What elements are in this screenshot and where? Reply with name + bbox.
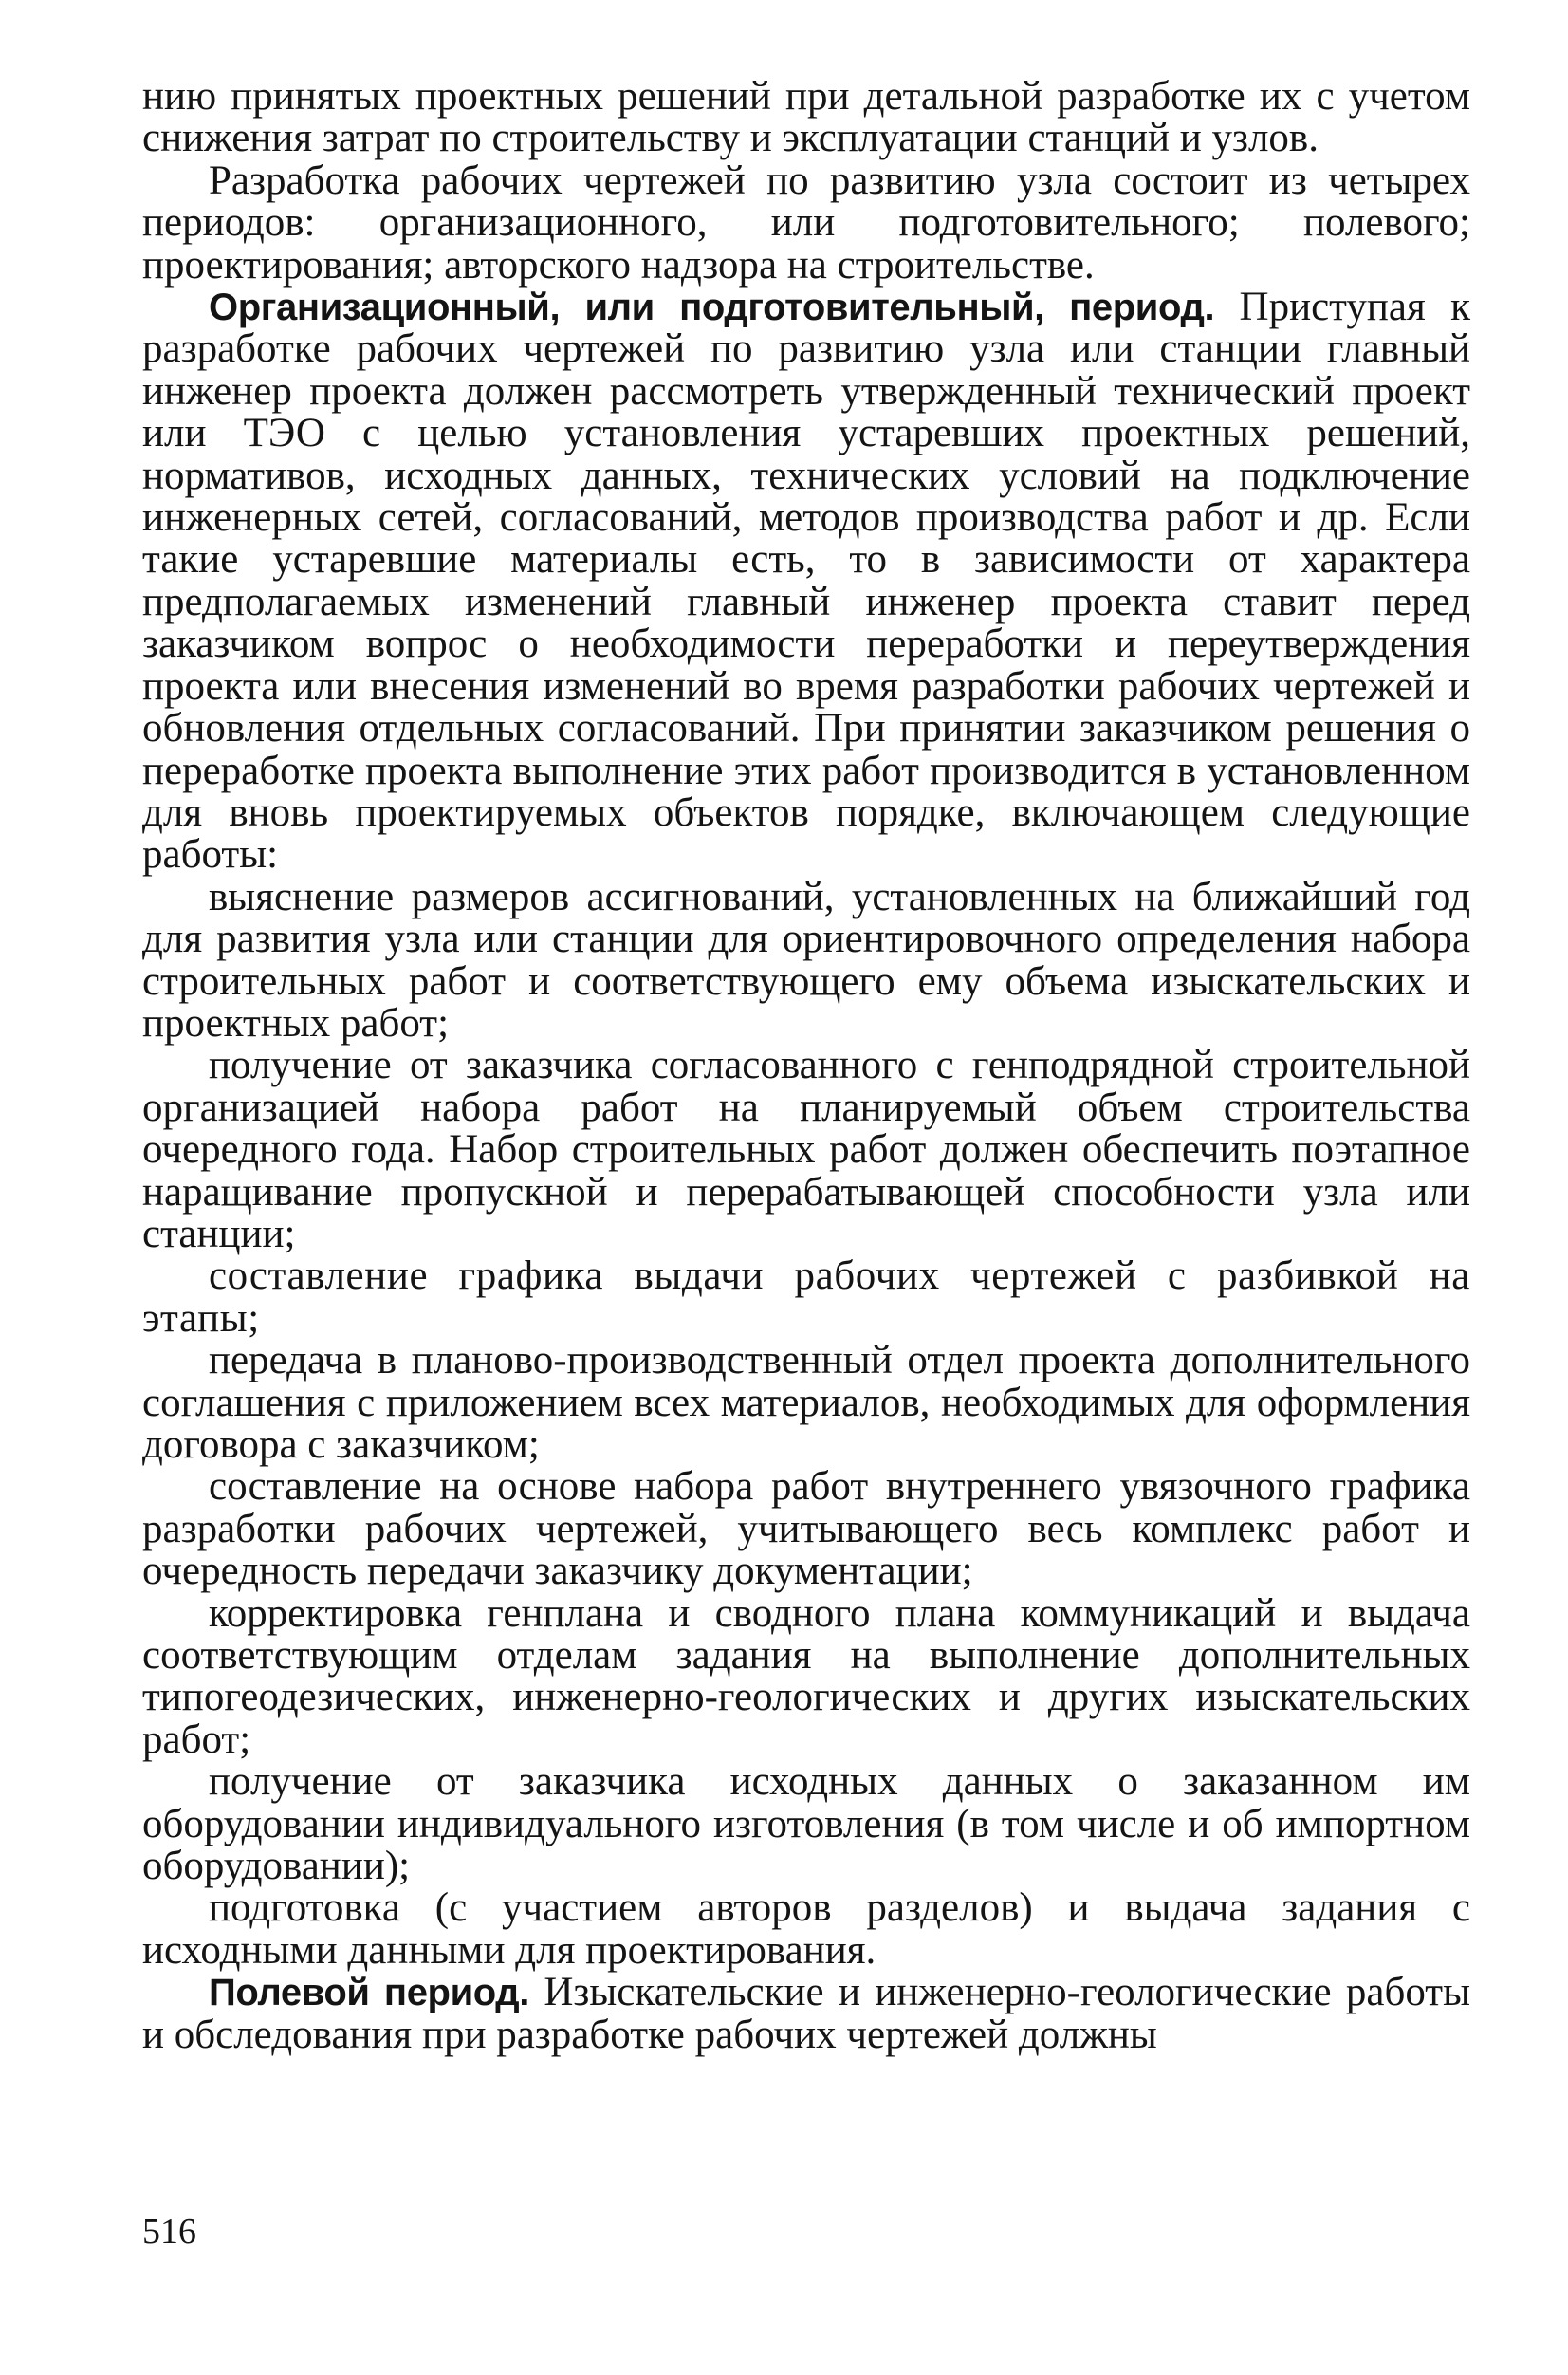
paragraph-text: Разработка рабочих чертежей по развитию узла состоит из четырех периодов: организационного, или подготовительного; полевого; проектирования; авторского надзора на строительстве. [142,158,1470,288]
paragraph-periods [142,160,1470,287]
list-item-7 [142,1761,1470,1887]
list-item-5 [142,1466,1470,1592]
list-item-text: получение от заказчика исходных данных о заказанном им оборудовании индивидуального изготовления (в том числе и об импортном оборудовании); [142,1759,1470,1889]
paragraph-organizational-period [142,287,1470,877]
list-item-4 [142,1340,1470,1466]
list-item-2 [142,1045,1470,1255]
list-item-text: подготовка (с участием авторов разделов) и выдача задания с исходными данными для проектирования. [142,1885,1470,1973]
paragraph-intro [142,76,1470,160]
list-item-text: составление на основе набора работ внутреннего увязочного графика разработки рабочих чертежей, учитывающего весь комплекс работ и очередность передачи заказчику документации; [142,1464,1470,1594]
section-heading-organizational: Организационный, или подготовительный, период. [209,287,1215,329]
list-item-text: корректировка генплана и сводного плана коммуникаций и выдача соответствующим отделам задания на выполнение дополнительных типогеодезических, инженерно-геологических и других изыскательских работ; [142,1590,1470,1762]
paragraph-text: нию принятых проектных решений при детальной разработке их с учетом снижения затрат по строительству и эксплуатации станций и узлов. [142,74,1470,161]
list-item-8 [142,1887,1470,1972]
page-number: 516 [142,2212,196,2252]
list-item-1 [142,874,1470,1046]
list-item-text: выяснение размеров ассигнований, установленных на ближайший год для развития узла или станции для ориентировочного определения набора строительных работ и соответствующего ему объема изыскательских и проектных работ; [142,874,1470,1046]
list-item-text: передача в планово-производственный отдел проекта дополнительного соглашения с приложением всех материалов, необходимых для оформления договора с заказчиком; [142,1338,1470,1467]
list-item-text: получение от заказчика согласованного с генподрядной строительной организацией набора работ на планируемый объем строительства очередного года. Набор строительных работ должен обеспечить поэтапное наращивание пропускной и перерабатывающей способности узла или станции; [142,1043,1470,1256]
list-item-6 [142,1590,1470,1762]
section-heading-field: Полевой период. [209,1972,529,2014]
list-item-text: составление графика выдачи рабочих чертежей с разбивкой на этапы; [142,1253,1470,1341]
paragraph-text: Приступая к разработке рабочих чертежей по развитию узла или станции главный инженер проекта должен рассмотреть утвержденный технический проект или ТЭО с целью установления устаревших проектных решений, нормативов, исходных данных, технических условий на подключение инженерных сетей, согласований, методов производства работ и др. Если такие устаревшие материалы есть, то в зависимости от характера предполагаемых изменений главный инженер проекта ставит перед заказчиком вопрос о необходимости переработки и переутверждения проекта или внесения изменений во время разработки рабочих чертежей и обновления отдельных согласований. При принятии заказчиком решения о переработке проекта выполнение этих работ производится в установленном для вновь проектируемых объектов порядке, включающем следующие работы: [142,285,1470,878]
list-item-3 [142,1255,1470,1340]
paragraph-field-period [142,1972,1470,2056]
page-body [142,76,1470,2056]
paragraph-text: Изыскательские и инженерно-геологические работы и обследования при разработке рабочих чертежей должны [142,1970,1470,2057]
